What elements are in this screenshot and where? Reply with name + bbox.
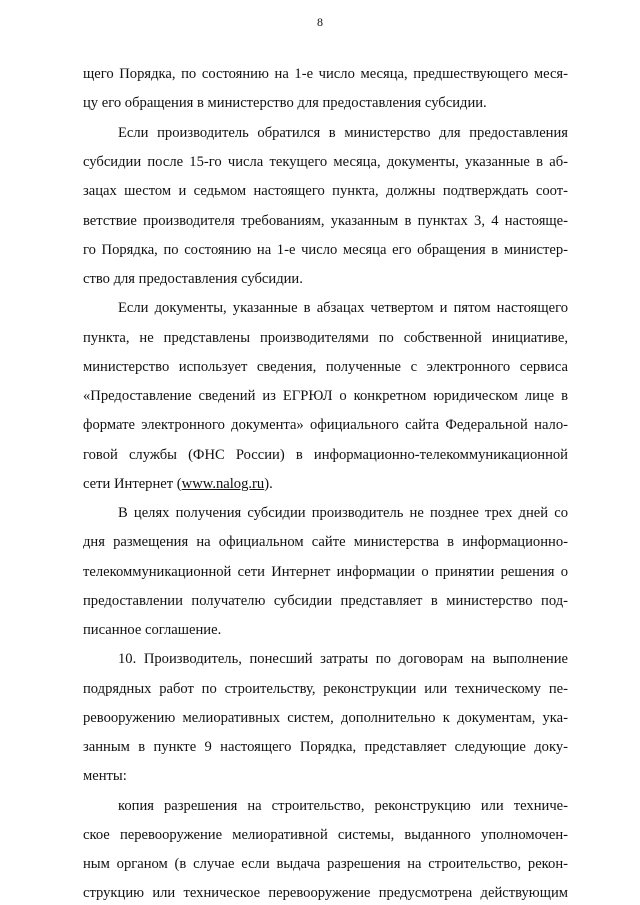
- text-line: писанное соглашение.: [83, 622, 222, 638]
- text-line: дня размещения на официальном сайте министерства в информационно-: [83, 534, 568, 550]
- nalog-link[interactable]: www.nalog.ru: [181, 476, 265, 492]
- text-line: цу его обращения в министерство для предоставления субсидии.: [83, 95, 487, 111]
- text-line: ское перевооружение мелиоративной системы, выданного уполномочен-: [83, 827, 568, 843]
- text-line: Если документы, указанные в абзацах четвертом и пятом настоящего: [118, 300, 568, 316]
- text-line: струкцию или техническое перевооружение предусмотрена действующим: [83, 885, 568, 901]
- text-line: подрядных работ по строительству, реконструкции или техническому пе-: [83, 681, 568, 697]
- page-number: 8: [317, 15, 323, 29]
- text-line: формате электронного документа» официального сайта Федеральной нало-: [83, 417, 568, 433]
- text-line: субсидии после 15-го числа текущего месяца, документы, указанные в аб-: [83, 154, 568, 170]
- text-line: говой службы (ФНС России) в информационно-телекоммуникационной: [83, 447, 568, 463]
- text-line: щего Порядка, по состоянию на 1-е число месяца, предшествующего меся-: [83, 66, 568, 82]
- text-line: В целях получения субсидии производитель не позднее трех дней со: [118, 505, 568, 521]
- text-line: пункта, не представлены производителями по собственной инициативе,: [83, 330, 568, 346]
- text-line: ство для предоставления субсидии.: [83, 271, 303, 287]
- text-line: министерство использует сведения, полученные с электронного сервиса: [83, 359, 568, 375]
- text-segment: ).: [264, 476, 273, 492]
- text-line: «Предоставление сведений из ЕГРЮЛ о конкретном юридическом лице в: [83, 388, 568, 404]
- text-line: телекоммуникационной сети Интернет информации о принятии решения о: [83, 564, 568, 580]
- text-line: предоставлении получателю субсидии представляет в министерство под-: [83, 593, 568, 609]
- text-line: 10. Производитель, понесший затраты по договорам на выполнение: [118, 651, 568, 667]
- text-line-with-link: [83, 475, 568, 493]
- text-line: Если производитель обратился в министерство для предоставления: [118, 125, 568, 141]
- text-line: го Порядка, по состоянию на 1-е число месяца его обращения в министер-: [83, 242, 568, 258]
- text-line: ревооружению мелиоративных систем, дополнительно к документам, ука-: [83, 710, 568, 726]
- text-line: копия разрешения на строительство, реконструкцию или техниче-: [118, 798, 568, 814]
- text-line: менты:: [83, 768, 127, 784]
- text-segment: сети Интернет (: [83, 476, 182, 492]
- text-line: зацах шестом и седьмом настоящего пункта, должны подтверждать соот-: [83, 183, 568, 199]
- text-line: ветствие производителя требованиям, указанным в пунктах 3, 4 настояще-: [83, 213, 568, 229]
- text-line: ным органом (в случае если выдача разрешения на строительство, рекон-: [83, 856, 568, 872]
- text-line: занным в пункте 9 настоящего Порядка, представляет следующие доку-: [83, 739, 568, 755]
